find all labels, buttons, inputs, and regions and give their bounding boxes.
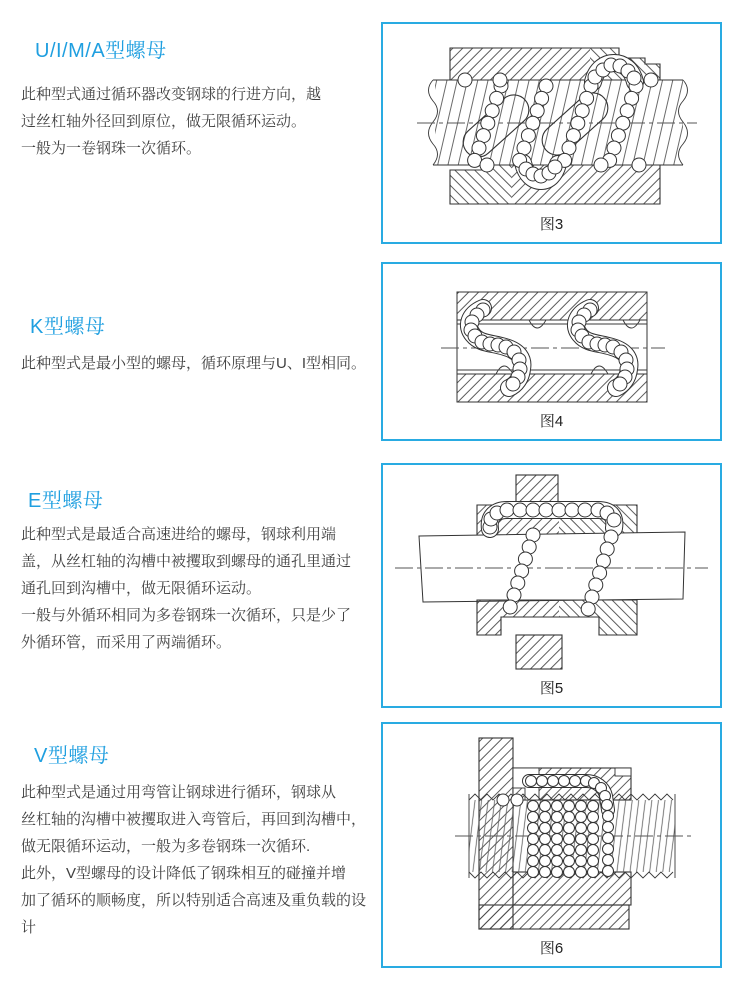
body-line: 此种型式是最小型的螺母，循环原理与U、I型相同。 (21, 355, 367, 372)
section-title-k: K型螺母 (30, 316, 106, 338)
figure4-diagram (383, 264, 720, 412)
section-body-uima (21, 81, 321, 162)
section-title-uima: U/I/M/A型螺母 (35, 40, 167, 62)
body-line: 此种型式是通过用弯管让钢球进行循环，钢球从 (21, 784, 337, 801)
figure-caption: 图3 (539, 216, 564, 233)
body-line: 一般为一卷钢珠一次循环。 (21, 140, 202, 157)
body-line: 盖，从丝杠轴的沟槽中被攫取到螺母的通孔里通过 (21, 553, 352, 570)
body-line: 计 (21, 919, 37, 936)
section-body-v (21, 779, 366, 941)
body-line: 此种型式通过循环器改变钢球的行进方向，越 (21, 86, 322, 103)
figure-box-3 (381, 22, 722, 244)
body-line: 外循环管，而采用了两端循环。 (21, 634, 232, 651)
body-line: 做无限循环运动，一般为多卷钢珠一次循环. (21, 838, 311, 855)
body-line: 此种型式是最适合高速进给的螺母，钢球利用端 (21, 526, 337, 543)
body-line: 过丝杠轴外径回到原位，做无限循环运动。 (21, 113, 307, 130)
figure-caption: 图6 (539, 940, 564, 957)
nut-body-lower (477, 600, 637, 669)
figure-box-5 (381, 463, 722, 708)
figure-caption: 图5 (539, 680, 564, 697)
section-body-e (21, 521, 351, 656)
screw-shaft (419, 532, 685, 602)
section-title-v: V型螺母 (34, 745, 110, 767)
figure-caption: 图4 (539, 413, 564, 430)
figure6-diagram (383, 724, 720, 936)
figure-box-6 (381, 722, 722, 968)
figure3-diagram (383, 24, 720, 214)
section-body-k (21, 350, 366, 377)
body-line: 一般与外循环相同为多卷钢珠一次循环，只是少了 (21, 607, 352, 624)
figure5-diagram (383, 465, 720, 677)
section-title-e: E型螺母 (28, 490, 104, 512)
body-line: 丝杠轴的沟槽中被攫取进入弯管后，再回到沟槽中， (21, 811, 367, 828)
body-line: 通孔回到沟槽中，做无限循环运动。 (21, 580, 262, 597)
body-line: 加了循环的顺畅度，所以特别适合高速及重负载的设 (21, 892, 367, 909)
body-line: 此外，V型螺母的设计降低了钢珠相互的碰撞并增 (21, 865, 347, 882)
figure-box-4 (381, 262, 722, 441)
